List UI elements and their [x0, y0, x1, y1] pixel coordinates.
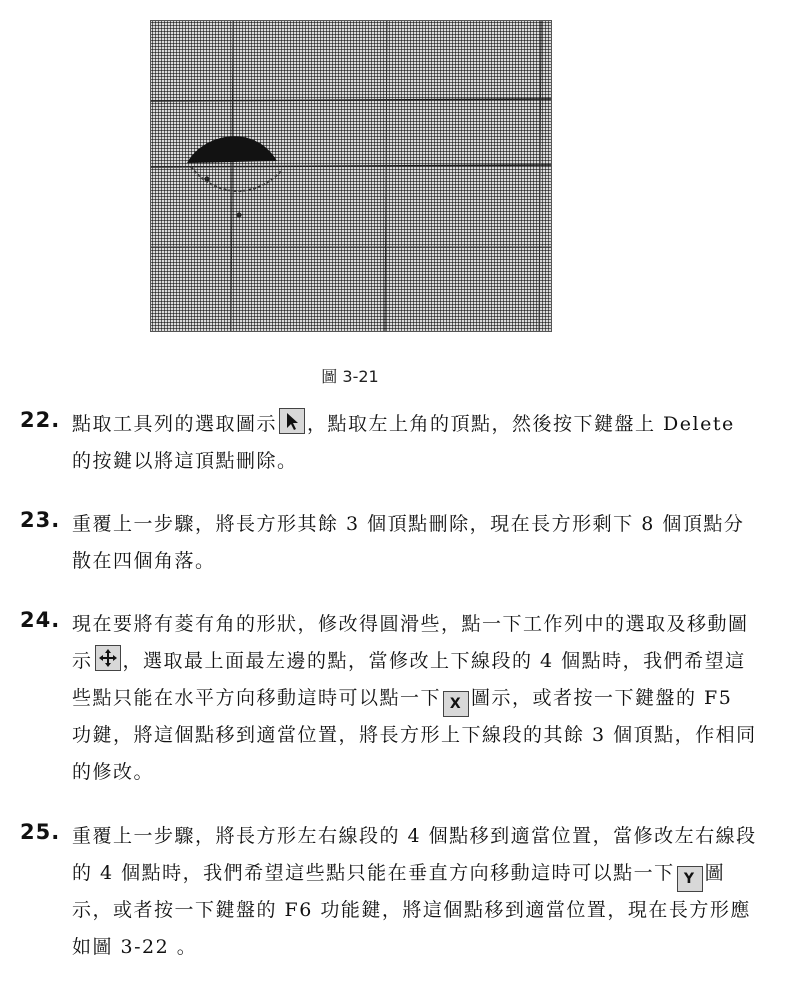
viewport-drawing	[151, 21, 551, 331]
step-text	[72, 406, 760, 480]
step-text	[72, 818, 760, 966]
select-move-icon	[95, 645, 121, 671]
step-text-part: 現在要將有菱有角的形狀，修改得圓滑些，點一下工作列中的選取及移動圖示	[72, 613, 749, 672]
step-number: 25.	[20, 820, 61, 844]
figure-3-21-viewport	[150, 20, 552, 332]
step-24	[20, 606, 760, 791]
step-23	[20, 506, 760, 580]
lens-outline	[191, 167, 281, 191]
step-text-part: ，點取左上角的頂點，然後按下鍵盤上 Delete 的按鍵以將這頂點刪除。	[72, 413, 735, 472]
step-text-part: 重覆上一步驟，將長方形左右線段的 4 個點移到適當位置，當修改左右線段的 4 個點時，我們希望這些點只能在垂直方向移動這時可以點一下	[72, 825, 757, 884]
step-text	[72, 606, 760, 791]
dome-shape	[187, 136, 277, 163]
grid-line	[385, 21, 387, 331]
x-constraint-icon: X	[443, 691, 469, 717]
step-text-part: 圖示，或者按一下鍵盤的 F5 功鍵，將這個點移到適當位置，將長方形上下線段的其餘 3 個頂點，作相同的修改。	[72, 687, 757, 783]
select-pointer-icon	[279, 408, 305, 434]
step-22	[20, 406, 760, 480]
grid-line	[231, 21, 233, 331]
figure-caption: 圖 3-21	[321, 367, 379, 386]
step-number: 23.	[20, 508, 61, 532]
step-25	[20, 818, 760, 966]
step-text: 重覆上一步驟，將長方形其餘 3 個頂點刪除，現在長方形剩下 8 個頂點分散在四個角落。	[72, 513, 745, 572]
grid-line	[539, 21, 541, 331]
step-number: 22.	[20, 408, 61, 432]
y-constraint-icon: Y	[677, 866, 703, 892]
step-number: 24.	[20, 608, 61, 632]
vertex-marker	[237, 213, 242, 218]
step-text-part: 圖示，或者按一下鍵盤的 F6 功能鍵，將這個點移到適當位置，現在長方形應如圖 3-22 。	[72, 862, 751, 958]
grid-line	[151, 99, 551, 101]
grid-line	[151, 165, 551, 167]
vertex-marker	[205, 177, 210, 182]
step-text-part: ，選取最上面最左邊的點，當修改上下線段的 4 個點時，我們希望這些點只能在水平方向移動這時可以點一下	[72, 650, 746, 709]
step-text-part: 點取工具列的選取圖示	[72, 413, 278, 435]
